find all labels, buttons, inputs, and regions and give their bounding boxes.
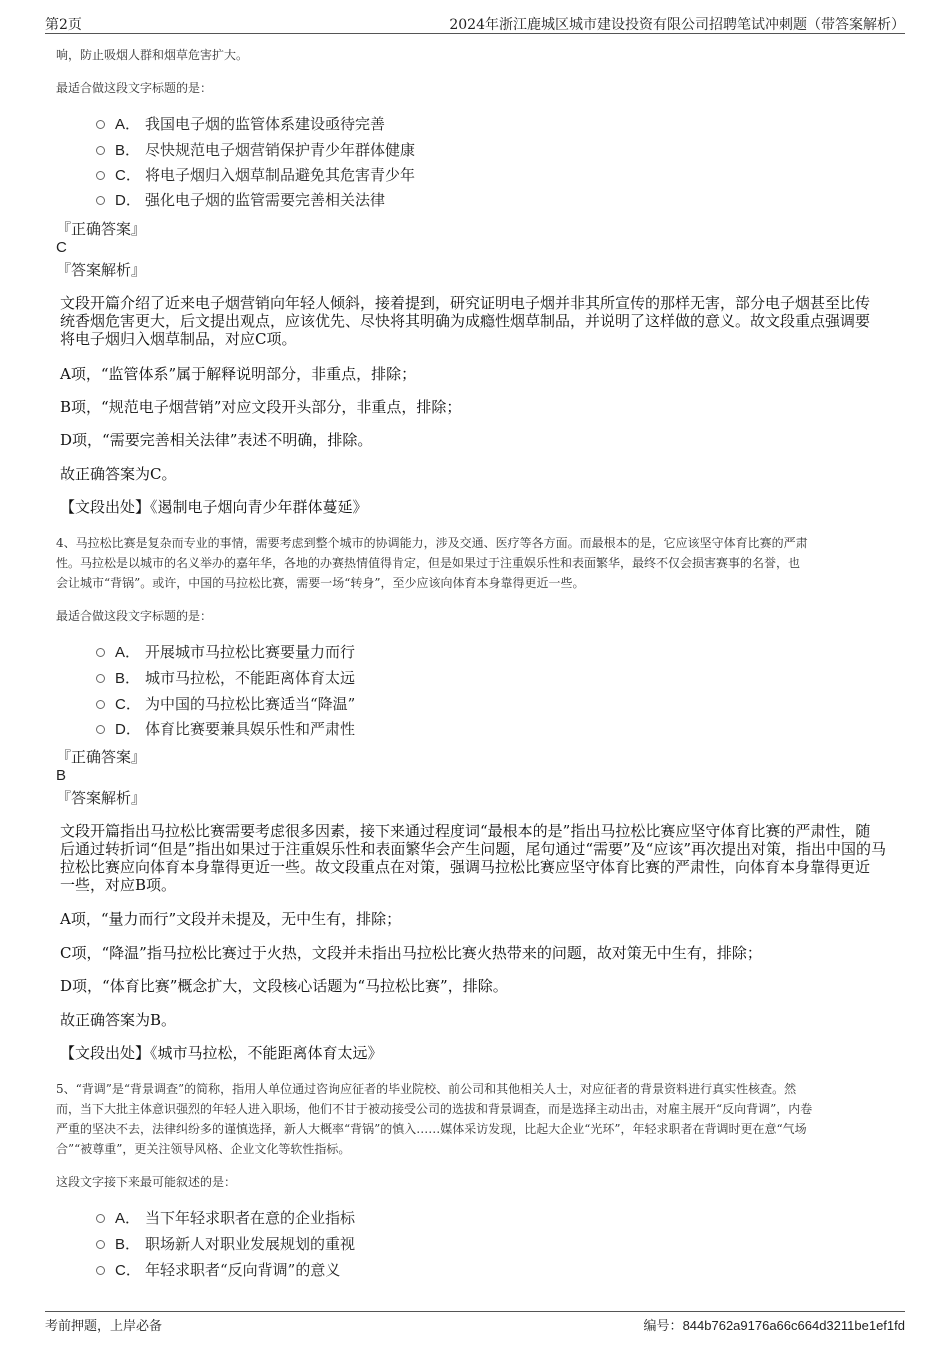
q4-note: D项，“体育比赛”概念扩大，文段核心话题为“马拉松比赛”，排除。 <box>60 977 508 995</box>
question-4-text-line: 4、马拉松比赛是复杂而专业的事情，需要考虑到整个城市的协调能力，涉及交通、医疗等各方面。而最根本的是，它应该坚守体育比赛的严肃 <box>56 536 808 550</box>
question-5-text-line: 严重的坚决不去，法律纠纷多的谨慎选择，新人大概率“背锅”的慎入……媒体采访发现，比起大企业“光环”，年轻求职者在背调时更在意“气场 <box>56 1122 807 1136</box>
page-footer <box>45 1311 905 1334</box>
page-header <box>45 13 905 34</box>
question-5-text-line: 而，当下大批主体意识强烈的年轻人进入职场，他们不甘于被动接受公司的选拔和背景调查，而是选择主动出击，对雇主展开“反向背调”，内卷 <box>56 1102 813 1116</box>
radio-icon[interactable] <box>96 196 105 205</box>
radio-icon[interactable] <box>96 1240 105 1249</box>
q3-note: D项，“需要完善相关法律”表述不明确，排除。 <box>60 431 373 449</box>
q4-option-c[interactable]: C． 为中国的马拉松比赛适当“降温” <box>96 694 355 715</box>
q5-option-b[interactable]: B． 职场新人对职业发展规划的重视 <box>96 1234 355 1255</box>
radio-icon[interactable] <box>96 120 105 129</box>
radio-icon[interactable] <box>96 1266 105 1275</box>
question-5-prompt: 这段文字接下来最可能叙述的是： <box>56 1175 237 1189</box>
q4-analysis-label: 『答案解析』 <box>56 789 147 807</box>
question-4-text-line: 会让城市“背锅”。或许，中国的马拉松比赛，需要一场“转身”，至少应该向体育本身靠得更近一些。 <box>56 576 585 590</box>
q4-analysis-line: 后通过转折词“但是”指出如果过于注重娱乐性和表面繁华会产生问题，尾句通过“需要”及“应该”再次提出对策，指出中国的马 <box>60 840 887 858</box>
question-3-prompt: 最适合做这段文字标题的是： <box>56 81 213 95</box>
q3-option-b[interactable]: B． 尽快规范电子烟营销保护青少年群体健康 <box>96 140 415 161</box>
q3-conclusion: 故正确答案为C。 <box>60 465 177 483</box>
document-id-code: 844b762a9176a66c664d3211be1ef1fd <box>682 1318 905 1333</box>
radio-icon[interactable] <box>96 674 105 683</box>
q4-option-b[interactable]: B． 城市马拉松，不能距离体育太远 <box>96 668 355 689</box>
question-3-text-tail: 响，防止吸烟人群和烟草危害扩大。 <box>56 48 249 62</box>
question-4-text-line: 性。马拉松是以城市的名义举办的嘉年华，各地的办赛热情值得肯定，但是如果过于注重娱乐性和表面繁华，最终不仅会损害赛事的名誉，也 <box>56 556 801 570</box>
q3-option-c[interactable]: C． 将电子烟归入烟草制品避免其危害青少年 <box>96 165 415 186</box>
q4-note: C项，“降温”指马拉松比赛过于火热，文段并未指出马拉松比赛火热带来的问题，故对策无中生有，排除； <box>60 944 762 962</box>
q4-analysis-line: 文段开篇指出马拉松比赛需要考虑很多因素，接下来通过程度词“最根本的是”指出马拉松比赛应坚守体育比赛的严肃性，随 <box>60 822 871 840</box>
q3-option-a[interactable]: A． 我国电子烟的监管体系建设亟待完善 <box>96 114 385 135</box>
radio-icon[interactable] <box>96 146 105 155</box>
radio-icon[interactable] <box>96 648 105 657</box>
document-id <box>644 1315 905 1334</box>
q4-option-d[interactable]: D． 体育比赛要兼具娱乐性和严肃性 <box>96 719 355 740</box>
question-5-text-line: 合”“被尊重”，更关注领导风格、企业文化等软性指标。 <box>56 1142 351 1156</box>
radio-icon[interactable] <box>96 171 105 180</box>
q5-option-a[interactable]: A． 当下年轻求职者在意的企业指标 <box>96 1208 355 1229</box>
q4-note: A项，“量力而行”文段并未提及，无中生有，排除； <box>60 910 402 928</box>
q5-option-c[interactable]: C． 年轻求职者“反向背调”的意义 <box>96 1260 340 1281</box>
q3-answer-label: 『正确答案』 <box>56 220 147 238</box>
page-number: 第2页 <box>45 17 82 33</box>
q3-note: B项，“规范电子烟营销”对应文段开头部分，非重点，排除； <box>60 398 462 416</box>
document-id-label: 编号： <box>643 1319 683 1334</box>
q4-answer: B <box>56 767 67 784</box>
radio-icon[interactable] <box>96 725 105 734</box>
footer-slogan: 考前押题，上岸必备 <box>45 1319 163 1334</box>
q3-note: A项，“监管体系”属于解释说明部分，非重点，排除； <box>60 365 417 383</box>
q3-answer: C <box>56 239 67 256</box>
radio-icon[interactable] <box>96 1214 105 1223</box>
q3-analysis-line: 文段开篇介绍了近来电子烟营销向年轻人倾斜，接着提到，研究证明电子烟并非其所宣传的那样无害，部分电子烟甚至比传 <box>60 294 871 312</box>
question-4-prompt: 最适合做这段文字标题的是： <box>56 609 213 623</box>
q3-source: 【文段出处】《遏制电子烟向青少年群体蔓延》 <box>60 498 368 516</box>
q3-analysis-line: 将电子烟归入烟草制品，对应C项。 <box>60 330 297 348</box>
q3-analysis-line: 统香烟危害更大，后文提出观点，应该优先、尽快将其明确为成瘾性烟草制品，并说明了这样做的意义。故文段重点强调要 <box>60 312 871 330</box>
q4-conclusion: 故正确答案为B。 <box>60 1011 177 1029</box>
radio-icon[interactable] <box>96 700 105 709</box>
q4-source: 【文段出处】《城市马拉松，不能距离体育太远》 <box>60 1044 383 1062</box>
q3-analysis-label: 『答案解析』 <box>56 261 147 279</box>
q4-analysis-line: 拉松比赛应向体育本身靠得更近一些。故文段重点在对策，强调马拉松比赛应坚守体育比赛的严肃性，向体育本身靠得更近 <box>60 858 871 876</box>
q4-answer-label: 『正确答案』 <box>56 748 147 766</box>
q4-analysis-line: 一些，对应B项。 <box>60 876 177 894</box>
document-title: 2024年浙江鹿城区城市建设投资有限公司招聘笔试冲刺题（带答案解析） <box>449 17 905 33</box>
q4-option-a[interactable]: A． 开展城市马拉松比赛要量力而行 <box>96 642 355 663</box>
q3-option-d[interactable]: D． 强化电子烟的监管需要完善相关法律 <box>96 190 385 211</box>
question-5-text-line: 5、“背调”是“背景调查”的简称，指用人单位通过咨询应征者的毕业院校、前公司和其他相关人士，对应征者的背景资料进行真实性核查。然 <box>56 1082 797 1096</box>
